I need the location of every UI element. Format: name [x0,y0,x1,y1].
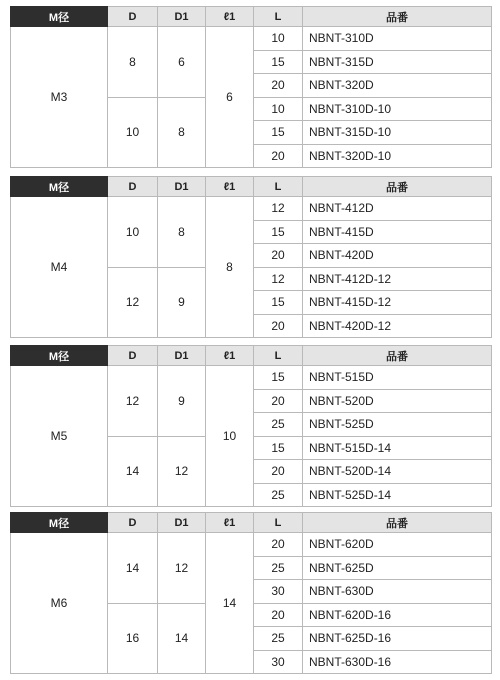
part-number-cell: NBNT-412D [303,197,492,221]
header-l1: ℓ1 [206,513,254,533]
l-cell: 15 [254,50,303,74]
spec-table-m6 [10,512,492,674]
l-cell: 15 [254,220,303,244]
part-number-cell: NBNT-320D-10 [303,144,492,168]
spec-table-m3 [10,6,492,168]
header-m-size: M径 [11,7,108,27]
part-number-cell: NBNT-415D-12 [303,291,492,315]
d-cell: 14 [108,533,158,604]
part-number-cell: NBNT-520D-14 [303,460,492,484]
d-cell: 14 [108,436,158,507]
l-cell: 20 [254,314,303,338]
part-number-cell: NBNT-315D [303,50,492,74]
header-part-number: 品番 [303,513,492,533]
part-number-cell: NBNT-320D [303,74,492,98]
l-cell: 15 [254,291,303,315]
l-cell: 15 [254,121,303,145]
d1-cell: 14 [158,603,206,674]
l-cell: 25 [254,483,303,507]
l-cell: 20 [254,74,303,98]
d1-cell: 9 [158,267,206,338]
l-cell: 10 [254,27,303,51]
spec-table-m4 [10,176,492,338]
header-d1: D1 [158,177,206,197]
header-part-number: 品番 [303,177,492,197]
l-cell: 30 [254,580,303,604]
table-header-row [11,346,492,366]
header-m-size: M径 [11,177,108,197]
d1-cell: 6 [158,27,206,98]
l-cell: 20 [254,460,303,484]
l-cell: 25 [254,556,303,580]
part-number-cell: NBNT-310D-10 [303,97,492,121]
header-d1: D1 [158,513,206,533]
part-number-cell: NBNT-515D [303,366,492,390]
l-cell: 20 [254,389,303,413]
l-cell: 20 [254,603,303,627]
d1-cell: 8 [158,97,206,168]
part-number-cell: NBNT-525D [303,413,492,437]
part-number-cell: NBNT-515D-14 [303,436,492,460]
part-number-cell: NBNT-420D [303,244,492,268]
d-cell: 12 [108,267,158,338]
header-d: D [108,177,158,197]
part-number-cell: NBNT-520D [303,389,492,413]
header-l: L [254,177,303,197]
header-l1: ℓ1 [206,346,254,366]
l-cell: 10 [254,97,303,121]
part-number-cell: NBNT-412D-12 [303,267,492,291]
part-number-cell: NBNT-625D [303,556,492,580]
d1-cell: 12 [158,436,206,507]
header-m-size: M径 [11,513,108,533]
header-d1: D1 [158,346,206,366]
header-d: D [108,7,158,27]
part-number-cell: NBNT-625D-16 [303,627,492,651]
l1-cell: 10 [206,366,254,507]
header-part-number: 品番 [303,7,492,27]
l-cell: 20 [254,244,303,268]
d1-cell: 9 [158,366,206,437]
d-cell: 10 [108,97,158,168]
header-part-number: 品番 [303,346,492,366]
spec-table-m5 [10,345,492,507]
l-cell: 30 [254,650,303,674]
table-row [11,366,492,390]
d-cell: 12 [108,366,158,437]
header-l: L [254,513,303,533]
table-row [11,197,492,221]
part-number-cell: NBNT-315D-10 [303,121,492,145]
header-d: D [108,346,158,366]
part-number-cell: NBNT-415D [303,220,492,244]
l1-cell: 6 [206,27,254,168]
header-l1: ℓ1 [206,7,254,27]
header-m-size: M径 [11,346,108,366]
l-cell: 15 [254,436,303,460]
part-number-cell: NBNT-620D [303,533,492,557]
part-number-cell: NBNT-630D [303,580,492,604]
m-size-cell: M4 [11,197,108,338]
l-cell: 20 [254,533,303,557]
m-size-cell: M6 [11,533,108,674]
l-cell: 25 [254,413,303,437]
l1-cell: 14 [206,533,254,674]
m-size-cell: M5 [11,366,108,507]
l1-cell: 8 [206,197,254,338]
d-cell: 16 [108,603,158,674]
d-cell: 8 [108,27,158,98]
table-row [11,27,492,51]
part-number-cell: NBNT-420D-12 [303,314,492,338]
part-number-cell: NBNT-630D-16 [303,650,492,674]
header-l: L [254,346,303,366]
table-row [11,533,492,557]
table-header-row [11,513,492,533]
part-number-cell: NBNT-525D-14 [303,483,492,507]
l-cell: 12 [254,267,303,291]
d1-cell: 8 [158,197,206,268]
part-number-cell: NBNT-310D [303,27,492,51]
l-cell: 15 [254,366,303,390]
d-cell: 10 [108,197,158,268]
table-header-row [11,177,492,197]
l-cell: 20 [254,144,303,168]
l-cell: 25 [254,627,303,651]
l-cell: 12 [254,197,303,221]
part-number-cell: NBNT-620D-16 [303,603,492,627]
m-size-cell: M3 [11,27,108,168]
header-d: D [108,513,158,533]
table-header-row [11,7,492,27]
header-l1: ℓ1 [206,177,254,197]
header-d1: D1 [158,7,206,27]
d1-cell: 12 [158,533,206,604]
header-l: L [254,7,303,27]
